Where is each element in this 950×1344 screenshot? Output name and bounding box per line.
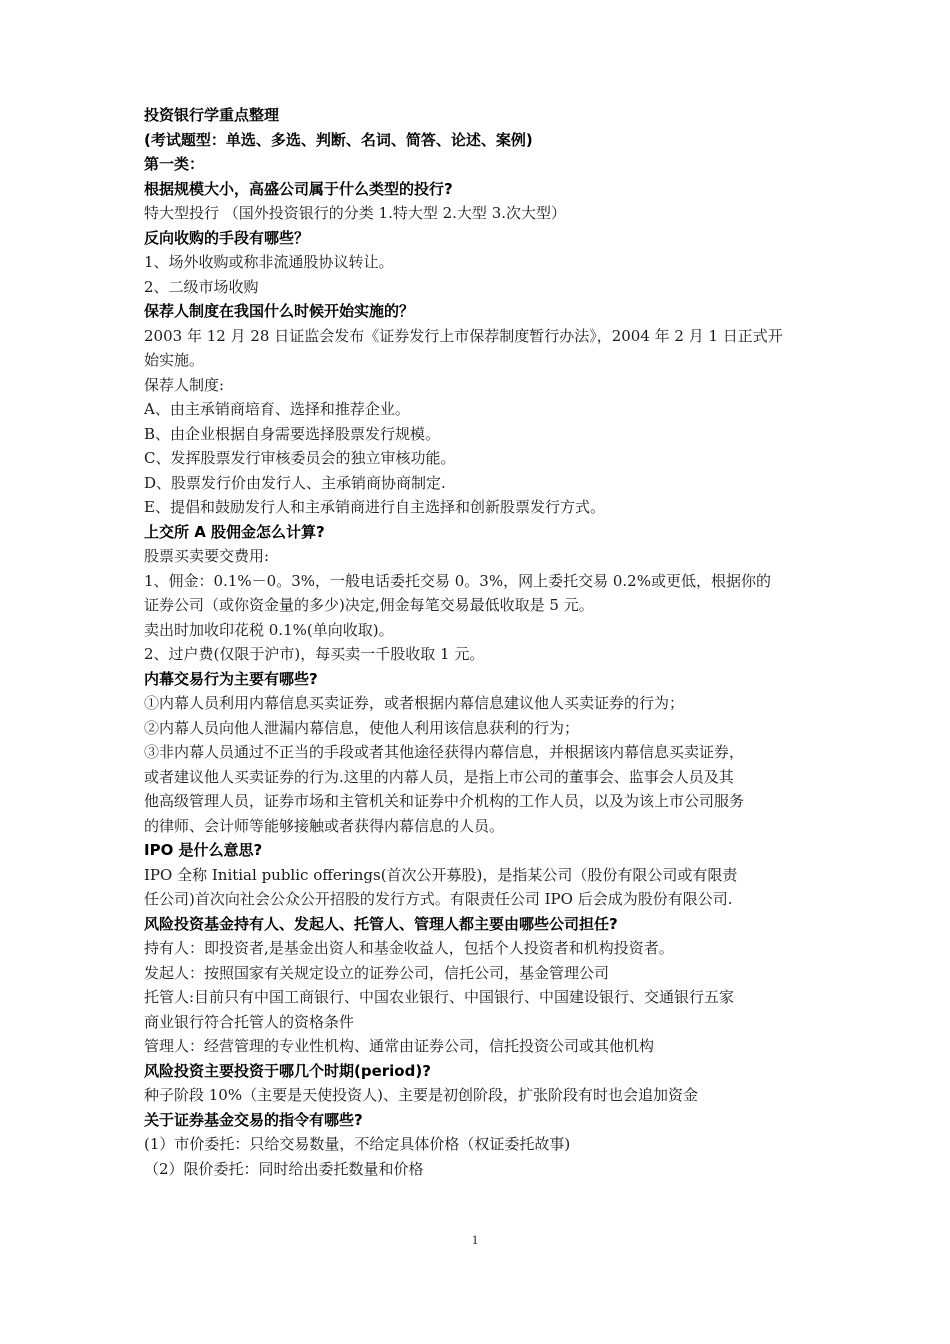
text-line: ①内幕人员利用内幕信息买卖证券，或者根据内幕信息建议他人买卖证券的行为； (144, 694, 685, 712)
text-line: 卖出时加收印花税 0.1%(单向收取)。 (144, 620, 394, 639)
heading-line: (考试题型：单选、多选、判断、名词、简答、论述、案例) (144, 130, 533, 149)
text-line: 2003 年 12 月 28 日证监会发布《证券发行上市保荐制度暂行办法》，2004 年 2 月 1 日正式开 (144, 326, 783, 345)
heading-line: 投资银行学重点整理 (144, 106, 280, 124)
text-line: 2、过户费(仅限于沪市)，每买卖一千股收取 1 元。 (144, 645, 485, 663)
text-line: 商业银行符合托管人的资格条件 (144, 1012, 355, 1031)
heading-line: IPO 是什么意思? (144, 841, 263, 859)
text-line: 发起人：按照国家有关规定设立的证券公司，信托公司，基金管理公司 (144, 963, 610, 982)
heading-line: 风险投资基金持有人、发起人、托管人、管理人都主要由哪些公司担任? (144, 914, 618, 933)
text-line: 1、佣金：0.1%－0。3%，一般电话委托交易 0。3%，网上委托交易 0.2%或更低，根据你的 (144, 571, 771, 590)
text-line: 证券公司（或你资金量的多少)决定,佣金每笔交易最低收取是 5 元。 (144, 596, 594, 614)
heading-line: 关于证券基金交易的指令有哪些? (144, 1110, 363, 1129)
text-line: 管理人：经营管理的专业性机构、通常由证券公司，信托投资公司或其他机构 (144, 1037, 655, 1055)
text-line: 或者建议他人买卖证券的行为.这里的内幕人员，是指上市公司的董事会、监事会人员及其 (144, 767, 734, 786)
text-line: 任公司)首次向社会公众公开招股的发行方式。有限责任公司 IPO 后会成为股份有限公司. (144, 890, 733, 908)
text-line: A、由主承销商培育、选择和推荐企业。 (144, 400, 410, 418)
heading-line: 根据规模大小，高盛公司属于什么类型的投行? (144, 179, 453, 198)
heading-line: 风险投资主要投资于哪几个时期(period)? (144, 1061, 431, 1080)
text-line: IPO 全称 Initial public offerings(首次公开募股)，是指某公司（股份有限公司或有限责 (144, 865, 738, 884)
heading-line: 上交所 A 股佣金怎么计算? (144, 522, 325, 541)
text-line: 他高级管理人员，证券市场和主管机关和证券中介机构的工作人员，以及为该上市公司服务 (144, 792, 745, 810)
text-line: 持有人：即投资者,是基金出资人和基金收益人，包括个人投资者和机构投资者。 (144, 939, 674, 957)
text-line: B、由企业根据自身需要选择股票发行规模。 (144, 424, 441, 443)
document-body (144, 103, 812, 1181)
text-line: 1、场外收购或称非流通股协议转让。 (144, 253, 394, 271)
text-line: (1）市价委托：只给交易数量，不给定具体价格（权证委托故事) (144, 1135, 571, 1153)
heading-line: 反向收购的手段有哪些？ (144, 228, 310, 247)
text-line: E、提倡和鼓励发行人和主承销商进行自主选择和创新股票发行方式。 (144, 498, 605, 516)
text-line: （2）限价委托：同时给出委托数量和价格 (144, 1159, 424, 1178)
text-line: 托管人:目前只有中国工商银行、中国农业银行、中国银行、中国建设银行、交通银行五家 (144, 988, 735, 1006)
heading-line: 保荐人制度在我国什么时候开始实施的？ (144, 302, 415, 320)
text-line: 保荐人制度: (144, 375, 225, 394)
text-line: 股票买卖要交费用: (144, 547, 270, 565)
text-line: ③非内幕人员通过不正当的手段或者其他途径获得内幕信息，并根据该内幕信息买卖证券， (144, 743, 745, 761)
text-line: ②内幕人员向他人泄漏内幕信息，使他人利用该信息获利的行为； (144, 718, 580, 737)
page-number: 1 (471, 1232, 479, 1247)
heading-line: 内幕交易行为主要有哪些? (144, 669, 318, 688)
text-line: 的律师、会计师等能够接触或者获得内幕信息的人员。 (144, 816, 505, 835)
text-line: C、发挥股票发行审核委员会的独立审核功能。 (144, 449, 456, 467)
text-line: D、股票发行价由发行人、主承销商协商制定. (144, 473, 446, 492)
text-line: 种子阶段 10%（主要是天使投资人)、主要是初创阶段，扩张阶段有时也会追加资金 (144, 1086, 698, 1104)
heading-line: 第一类： (144, 155, 205, 173)
text-line: 2、二级市场收购 (144, 277, 259, 296)
text-line: 特大型投行 （国外投资银行的分类 1.特大型 2.大型 3.次大型） (144, 204, 567, 222)
text-line: 始实施。 (144, 351, 205, 369)
